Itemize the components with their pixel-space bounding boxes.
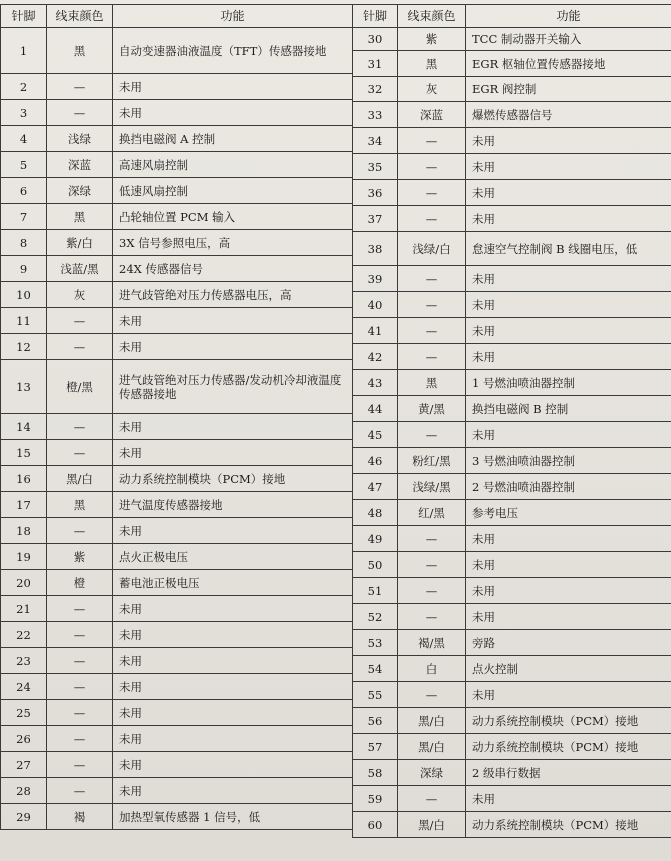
pin-cell: 55 <box>353 682 398 708</box>
pin-cell: 8 <box>1 230 47 256</box>
table-row <box>1 492 353 518</box>
wire-color-cell: — <box>398 682 466 708</box>
wire-color-cell: 黑 <box>47 204 113 230</box>
pin-cell: 6 <box>1 178 47 204</box>
pin-cell: 56 <box>353 708 398 734</box>
wire-color-cell: 深绿 <box>398 760 466 786</box>
wire-color-cell: — <box>47 726 113 752</box>
pin-cell: 7 <box>1 204 47 230</box>
function-cell: 未用 <box>466 682 671 708</box>
wire-color-cell: 橙 <box>47 570 113 596</box>
pin-cell: 15 <box>1 440 47 466</box>
pin-cell: 59 <box>353 786 398 812</box>
function-cell: 未用 <box>113 414 353 440</box>
function-cell: 进气歧管绝对压力传感器电压，高 <box>113 282 353 308</box>
pin-cell: 54 <box>353 656 398 682</box>
pin-cell: 52 <box>353 604 398 630</box>
table-row <box>353 154 671 180</box>
function-cell: 未用 <box>113 334 353 360</box>
table-row <box>353 656 671 682</box>
pin-cell: 34 <box>353 128 398 154</box>
function-cell: 点火控制 <box>466 656 671 682</box>
wire-color-cell: 红/黑 <box>398 500 466 526</box>
function-cell: 进气歧管绝对压力传感器/发动机冷却液温度传感器接地 <box>113 360 353 414</box>
table-row <box>353 708 671 734</box>
pin-cell: 17 <box>1 492 47 518</box>
table-row <box>353 760 671 786</box>
wire-color-cell: 灰 <box>47 282 113 308</box>
header-row <box>1 5 353 28</box>
table-row <box>353 51 671 77</box>
pin-cell: 12 <box>1 334 47 360</box>
function-cell: 2 级串行数据 <box>466 760 671 786</box>
wire-color-cell: — <box>47 596 113 622</box>
pin-cell: 5 <box>1 152 47 178</box>
pin-header: 针脚 <box>353 5 398 28</box>
function-cell: 24X 传感器信号 <box>113 256 353 282</box>
function-cell: 自动变速器油液温度（TFT）传感器接地 <box>113 28 353 74</box>
function-cell: 2 号燃油喷油器控制 <box>466 474 671 500</box>
function-cell: 未用 <box>113 778 353 804</box>
wire-color-cell: 黑 <box>47 28 113 74</box>
pin-cell: 30 <box>353 28 398 51</box>
function-cell: 动力系统控制模块（PCM）接地 <box>466 708 671 734</box>
wire-color-cell: — <box>47 308 113 334</box>
wire-color-cell: — <box>47 700 113 726</box>
pin-cell: 14 <box>1 414 47 440</box>
wire-color-cell: — <box>47 674 113 700</box>
table-row <box>353 102 671 128</box>
function-cell: EGR 枢轴位置传感器接地 <box>466 51 671 77</box>
pin-cell: 45 <box>353 422 398 448</box>
table-row <box>1 466 353 492</box>
function-cell: 爆燃传感器信号 <box>466 102 671 128</box>
table-row <box>353 370 671 396</box>
table-row <box>1 674 353 700</box>
pin-cell: 21 <box>1 596 47 622</box>
wire-color-cell: 黑/白 <box>47 466 113 492</box>
wire-color-cell: — <box>398 128 466 154</box>
table-row <box>1 778 353 804</box>
pin-cell: 37 <box>353 206 398 232</box>
pin-cell: 18 <box>1 518 47 544</box>
function-cell: 未用 <box>466 422 671 448</box>
function-cell: 未用 <box>466 552 671 578</box>
table-row <box>353 28 671 51</box>
wire-color-cell: 褐/黑 <box>398 630 466 656</box>
pin-cell: 3 <box>1 100 47 126</box>
table-row <box>353 604 671 630</box>
table-row <box>353 396 671 422</box>
pin-cell: 47 <box>353 474 398 500</box>
table-row <box>353 812 671 838</box>
wire-color-cell: 深蓝 <box>47 152 113 178</box>
pin-cell: 2 <box>1 74 47 100</box>
table-row <box>353 266 671 292</box>
table-row <box>1 648 353 674</box>
function-cell: 未用 <box>466 154 671 180</box>
pin-cell: 24 <box>1 674 47 700</box>
table-row <box>353 292 671 318</box>
wire-color-cell: 浅绿 <box>47 126 113 152</box>
pin-cell: 29 <box>1 804 47 830</box>
function-cell: 旁路 <box>466 630 671 656</box>
pin-cell: 48 <box>353 500 398 526</box>
pinout-table-left <box>0 4 353 830</box>
table-row <box>1 726 353 752</box>
table-row <box>1 334 353 360</box>
function-cell: 未用 <box>466 180 671 206</box>
function-cell: 未用 <box>113 726 353 752</box>
function-cell: 参考电压 <box>466 500 671 526</box>
wire-color-cell: — <box>398 422 466 448</box>
wire-color-cell: 黑 <box>47 492 113 518</box>
function-cell: 动力系统控制模块（PCM）接地 <box>466 734 671 760</box>
function-header: 功能 <box>113 5 353 28</box>
wire-color-cell: — <box>398 292 466 318</box>
wire-color-cell: 紫 <box>398 28 466 51</box>
function-cell: 低速风扇控制 <box>113 178 353 204</box>
function-cell: 未用 <box>466 786 671 812</box>
pin-cell: 57 <box>353 734 398 760</box>
function-cell: 点火正极电压 <box>113 544 353 570</box>
function-cell: 蓄电池正极电压 <box>113 570 353 596</box>
table-row <box>1 178 353 204</box>
wire-color-cell: — <box>398 552 466 578</box>
pin-cell: 58 <box>353 760 398 786</box>
function-cell: 怠速空气控制阀 B 线圈电压，低 <box>466 232 671 266</box>
wire-color-cell: — <box>398 604 466 630</box>
pinout-table-right <box>352 4 671 838</box>
function-cell: 进气温度传感器接地 <box>113 492 353 518</box>
table-row <box>1 100 353 126</box>
table-row <box>1 28 353 74</box>
wire-color-cell: 白 <box>398 656 466 682</box>
table-row <box>353 578 671 604</box>
function-cell: 未用 <box>113 648 353 674</box>
pin-cell: 46 <box>353 448 398 474</box>
pin-cell: 49 <box>353 526 398 552</box>
wire-color-cell: 橙/黑 <box>47 360 113 414</box>
pin-cell: 1 <box>1 28 47 74</box>
wire-color-cell: 浅绿/黑 <box>398 474 466 500</box>
table-row <box>1 308 353 334</box>
pin-cell: 40 <box>353 292 398 318</box>
table-row <box>353 682 671 708</box>
pinout-tables <box>0 4 671 838</box>
table-row <box>353 448 671 474</box>
function-cell: 3 号燃油喷油器控制 <box>466 448 671 474</box>
function-cell: 换挡电磁阀 B 控制 <box>466 396 671 422</box>
wire-color-cell: 黑/白 <box>398 812 466 838</box>
pin-cell: 31 <box>353 51 398 77</box>
pin-cell: 16 <box>1 466 47 492</box>
pin-header: 针脚 <box>1 5 47 28</box>
table-row <box>1 622 353 648</box>
table-row <box>1 596 353 622</box>
function-cell: 动力系统控制模块（PCM）接地 <box>466 812 671 838</box>
function-cell: 高速风扇控制 <box>113 152 353 178</box>
function-cell: 未用 <box>466 128 671 154</box>
table-row <box>353 77 671 102</box>
wire-color-cell: 黑/白 <box>398 734 466 760</box>
pin-cell: 20 <box>1 570 47 596</box>
pin-cell: 39 <box>353 266 398 292</box>
pin-cell: 13 <box>1 360 47 414</box>
wire-color-cell: 褐 <box>47 804 113 830</box>
header-row <box>353 5 671 28</box>
wire-color-cell: — <box>47 74 113 100</box>
wire-color-cell: 浅绿/白 <box>398 232 466 266</box>
table-row <box>353 526 671 552</box>
table-row <box>1 282 353 308</box>
pin-cell: 35 <box>353 154 398 180</box>
wire-color-cell: — <box>47 752 113 778</box>
wire-color-cell: 紫/白 <box>47 230 113 256</box>
wire-color-cell: — <box>398 180 466 206</box>
table-row <box>1 440 353 466</box>
wire-color-cell: — <box>398 206 466 232</box>
table-row <box>353 552 671 578</box>
wire-color-cell: — <box>398 578 466 604</box>
table-row <box>1 804 353 830</box>
table-row <box>353 630 671 656</box>
function-cell: 未用 <box>466 292 671 318</box>
table-row <box>1 204 353 230</box>
wire-color-cell: — <box>398 526 466 552</box>
function-cell: 未用 <box>113 674 353 700</box>
pin-cell: 11 <box>1 308 47 334</box>
pin-cell: 50 <box>353 552 398 578</box>
table-row <box>353 734 671 760</box>
function-cell: 未用 <box>113 596 353 622</box>
wire-color-cell: 黑 <box>398 51 466 77</box>
wire-color-cell: 深蓝 <box>398 102 466 128</box>
function-cell: 3X 信号参照电压，高 <box>113 230 353 256</box>
table-row <box>353 344 671 370</box>
wire-color-cell: 粉红/黑 <box>398 448 466 474</box>
wire-color-cell: 黄/黑 <box>398 396 466 422</box>
wire-color-header: 线束颜色 <box>398 5 466 28</box>
pin-cell: 38 <box>353 232 398 266</box>
wire-color-cell: — <box>47 518 113 544</box>
wire-color-cell: — <box>47 100 113 126</box>
table-row <box>1 700 353 726</box>
table-row <box>353 318 671 344</box>
wire-color-cell: 黑/白 <box>398 708 466 734</box>
wire-color-cell: — <box>47 622 113 648</box>
function-cell: 未用 <box>466 318 671 344</box>
function-cell: 1 号燃油喷油器控制 <box>466 370 671 396</box>
wire-color-cell: 紫 <box>47 544 113 570</box>
wire-color-cell: 浅蓝/黑 <box>47 256 113 282</box>
table-row <box>353 422 671 448</box>
pin-cell: 27 <box>1 752 47 778</box>
function-cell: 未用 <box>113 700 353 726</box>
pin-cell: 4 <box>1 126 47 152</box>
function-cell: 未用 <box>113 752 353 778</box>
table-row <box>1 518 353 544</box>
table-row <box>353 474 671 500</box>
pin-cell: 23 <box>1 648 47 674</box>
wire-color-cell: — <box>47 440 113 466</box>
function-cell: 未用 <box>466 526 671 552</box>
pin-cell: 22 <box>1 622 47 648</box>
function-cell: 未用 <box>113 100 353 126</box>
function-cell: 未用 <box>466 206 671 232</box>
table-row <box>353 206 671 232</box>
pin-cell: 28 <box>1 778 47 804</box>
function-header: 功能 <box>466 5 671 28</box>
pin-cell: 26 <box>1 726 47 752</box>
table-row <box>1 74 353 100</box>
function-cell: 换挡电磁阀 A 控制 <box>113 126 353 152</box>
table-row <box>353 128 671 154</box>
table-row <box>353 232 671 266</box>
wire-color-cell: — <box>47 334 113 360</box>
function-cell: 未用 <box>113 74 353 100</box>
pin-cell: 42 <box>353 344 398 370</box>
pin-cell: 51 <box>353 578 398 604</box>
pin-cell: 36 <box>353 180 398 206</box>
wire-color-cell: 黑 <box>398 370 466 396</box>
table-row <box>1 752 353 778</box>
table-row <box>1 152 353 178</box>
pin-cell: 19 <box>1 544 47 570</box>
table-row <box>1 230 353 256</box>
function-cell: 未用 <box>466 604 671 630</box>
wire-color-cell: — <box>47 414 113 440</box>
wire-color-cell: — <box>398 266 466 292</box>
wire-color-cell: 灰 <box>398 77 466 102</box>
pin-cell: 60 <box>353 812 398 838</box>
pin-cell: 32 <box>353 77 398 102</box>
function-cell: TCC 制动器开关输入 <box>466 28 671 51</box>
pin-cell: 33 <box>353 102 398 128</box>
wire-color-header: 线束颜色 <box>47 5 113 28</box>
function-cell: EGR 阀控制 <box>466 77 671 102</box>
table-row <box>1 570 353 596</box>
pin-cell: 41 <box>353 318 398 344</box>
table-row <box>1 544 353 570</box>
pin-cell: 9 <box>1 256 47 282</box>
pin-cell: 44 <box>353 396 398 422</box>
wire-color-cell: — <box>398 318 466 344</box>
wire-color-cell: — <box>47 778 113 804</box>
wire-color-cell: — <box>398 154 466 180</box>
function-cell: 未用 <box>113 518 353 544</box>
pin-cell: 25 <box>1 700 47 726</box>
wire-color-cell: — <box>398 786 466 812</box>
table-row <box>1 414 353 440</box>
table-row <box>1 256 353 282</box>
function-cell: 加热型氧传感器 1 信号，低 <box>113 804 353 830</box>
table-row <box>353 180 671 206</box>
table-row <box>353 500 671 526</box>
pin-cell: 43 <box>353 370 398 396</box>
pin-cell: 10 <box>1 282 47 308</box>
table-row <box>1 126 353 152</box>
function-cell: 未用 <box>113 440 353 466</box>
function-cell: 动力系统控制模块（PCM）接地 <box>113 466 353 492</box>
wire-color-cell: 深绿 <box>47 178 113 204</box>
wire-color-cell: — <box>398 344 466 370</box>
function-cell: 未用 <box>466 266 671 292</box>
function-cell: 凸轮轴位置 PCM 输入 <box>113 204 353 230</box>
pin-cell: 53 <box>353 630 398 656</box>
wire-color-cell: — <box>47 648 113 674</box>
function-cell: 未用 <box>466 344 671 370</box>
function-cell: 未用 <box>466 578 671 604</box>
table-row <box>1 360 353 414</box>
table-row <box>353 786 671 812</box>
function-cell: 未用 <box>113 308 353 334</box>
function-cell: 未用 <box>113 622 353 648</box>
